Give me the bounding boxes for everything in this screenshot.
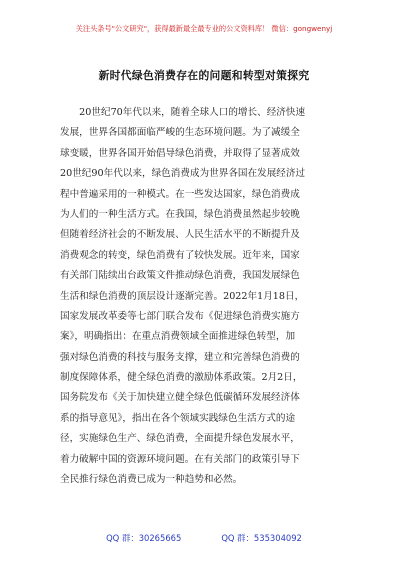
body-line: 但随着经济社会的不断发展、人民生活水平的不断提升及	[60, 229, 300, 241]
body-line: 发展，世界各国都面临严峻的生态环境问题。为了减缓全	[60, 127, 300, 139]
document-body	[60, 103, 350, 490]
body-line: 系的指导意见》，指出在各个领域实践绿色生活方式的途	[60, 412, 296, 424]
body-line: 案》，明确指出：在重点消费领域全面推进绿色转型，加	[60, 331, 296, 343]
footer	[0, 532, 408, 544]
body-line: 20世纪70年代以来，随着全球人口的增长、经济快速	[60, 107, 306, 118]
body-line: 消费观念的转变，绿色消费有了较快发展。近年来，国家	[60, 249, 300, 261]
qq-group-1: QQ 群：30265665	[106, 533, 182, 543]
body-line: 有关部门陆续出台政策文件推动绿色消费，我国发展绿色	[60, 270, 300, 282]
body-line: 球变暖，世界各国开始倡导绿色消费，并取得了显著成效	[60, 147, 300, 159]
body-line: 20世纪90年代以来，绿色消费成为世界各国在发展经济过	[60, 168, 306, 180]
body-line: 强对绿色消费的科技与服务支撑，建立和完善绿色消费的	[60, 351, 300, 363]
body-line: 国务院发布《关于加快建立健全绿色低碳循环发展经济体	[60, 392, 300, 404]
document-title: 新时代绿色消费存在的问题和转型对策探究	[98, 69, 310, 82]
body-line: 为人们的一种生活方式。在我国，绿色消费虽然起步较晚	[60, 208, 300, 220]
body-line: 程中普遍采用的一种模式。在一些发达国家，绿色消费成	[60, 188, 300, 200]
promo-header: 关注头条号"公文研究"，获得最新最全最专业的公文资料库！ 微信：gongwenyj	[75, 24, 333, 33]
body-line: 国家发展改革委等七部门联合发布《促进绿色消费实施方	[60, 310, 300, 322]
qq-group-2: QQ 群：535304092	[221, 533, 302, 543]
body-line: 制度保障体系，健全绿色消费的激励体系政策。2月2日，	[60, 372, 303, 384]
body-line: 径，实施绿色生产、绿色消费，全面提升绿色发展水平，	[60, 433, 300, 445]
body-line: 着力破解中国的资源环境问题。在有关部门的政策引导下	[60, 453, 300, 465]
body-line: 全民推行绿色消费已成为一种趋势和必然。	[60, 474, 243, 486]
body-line: 生活和绿色消费的顶层设计逐渐完善。2022年1月18日，	[60, 290, 305, 302]
